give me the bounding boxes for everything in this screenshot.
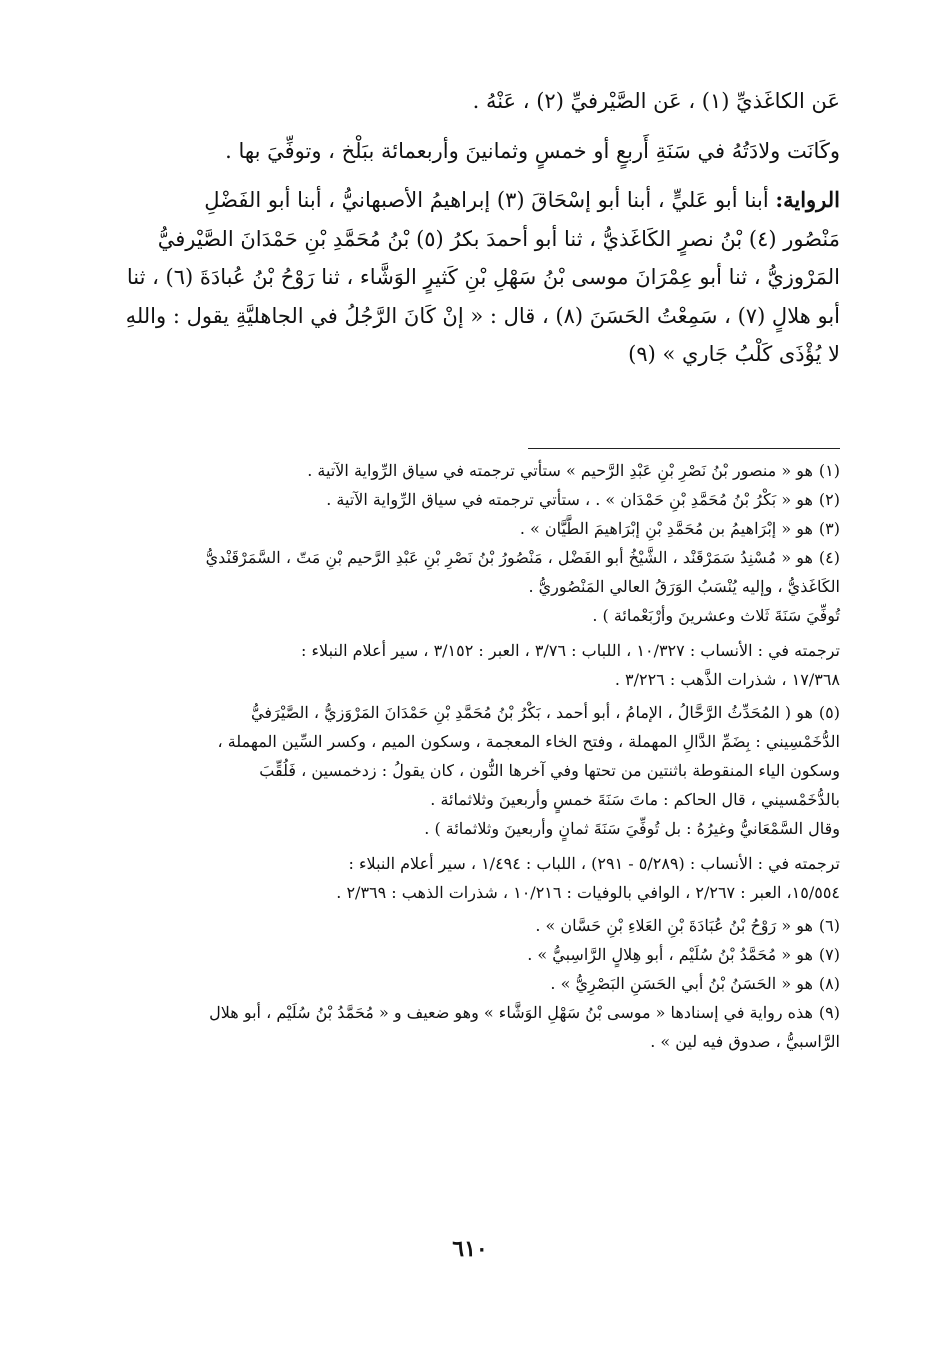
footnote-4: [118, 543, 840, 630]
footnote-1: [118, 456, 840, 485]
riwaya-line: أبو هلالٍ (٧) ، سَمِعْتُ الحَسَنَ (٨) ، قال : « إنْ كَانَ الرَّجُلُ في الجاهليَّةِ يقول : واللهِ: [125, 303, 840, 328]
footnote-4-references: [118, 636, 840, 694]
footnote-line: الدُّخَمْسِيني : بِضَمِّ الدَّالِ المهملة ، وفتح الخاء المعجمة ، وسكون الميم ، وكسر السِّين المهملة ،: [217, 732, 840, 751]
reference-line: ١٥/٥٥٤، العبر : ٢/٢٦٧ ، الوافي بالوفيات : ١٠/٢١٦ ، شذرات الذهب : ٢/٣٦٩ .: [336, 883, 840, 902]
reference-line: ترجمته في : الأنساب : (٥/٢٨٩ - ٢٩١) ، اللباب : ١/٤٩٤ ، سير أعلام النبلاء :: [348, 854, 840, 873]
footnote-text: هو « إبْرَاهيمُ بن مُحَمَّدِ بْنِ إبْرَاهيمَ الطَّيَّان » .: [519, 519, 813, 538]
main-line-2: [118, 132, 840, 171]
footnote-number: (٣): [818, 519, 840, 538]
footnote-2: [118, 485, 840, 514]
footnote-5-references: [118, 849, 840, 907]
footnote-text: هو « مُسْنِدُ سَمَرْقَنْد ، الشَّيْخُ أبو الفَضْل ، مَنْصُورُ بْنُ نَصْرِ بْنِ عَبْدِ الرَّحيم بْنِ مَتّ ، السَّمَرْقَنْديُّ: [205, 548, 813, 567]
riwaya-line: لا يُؤْذَى كَلْبُ جَاري » (٩): [628, 342, 840, 366]
footnote-number: (٦): [818, 916, 840, 935]
footnote-text: هذه رواية في إسنادها « موسى بْنُ سَهْلِ الوَشَّاء » وهو ضعيف و « مُحَمَّدُ بْنُ سُلَيْم ، أبو هلال: [209, 1003, 813, 1022]
footnote-line: [118, 698, 840, 727]
footnote-line: تُوفِّيَ سَنَةَ ثَلاث وعشرينَ وأرْبَعْمائة ) .: [592, 606, 840, 625]
footnote-number: (٢): [818, 490, 840, 509]
riwaya-line: المَرْوزيُّ ، ثنا أبو عِمْرَانَ موسى بْنُ سَهْلِ بْنِ كَثيرٍ الوَشَّاء ، ثنا رَوْحُ بْنُ عُبادَةَ (٦) ، ثنا: [126, 265, 840, 289]
footnote-6: [118, 911, 840, 940]
footnote-3: [118, 514, 840, 543]
riwaya-line: مَنْصُور (٤) بْنُ نصرٍ الكَاغَذيُّ ، ثنا أبو أحمدَ بكرُ (٥) بْنُ مُحَمَّدِ بْنِ حَمْدَانَ الصَّيْرفيُّ: [157, 226, 840, 251]
main-line-1-text: عَن الكاغَذيِّ (١) ، عَن الصَّيْرفيِّ (٢) ، عَنْهُ .: [472, 89, 840, 113]
main-line-2-text: وكَانَت ولادَتُهُ في سَنَةِ أَربعٍ أو خمسٍ وثمانينَ وأربعمائة ببَلْخ ، وتوفِّيَ بها .: [225, 138, 840, 163]
footnote-line: الرَّاسبيُّ ، صدوق فيه لين » .: [650, 1032, 840, 1051]
reference-line: ترجمته في : الأنساب : ١٠/٣٢٧ ، اللباب : ٣/٧٦ ، العبر : ٣/١٥٢ ، سير أعلام النبلاء :: [301, 641, 840, 660]
footnote-text: هو « منصور بْنُ نَصْرِ بْنِ عَبْدِ الرَّحيم » ستأتي ترجمته في سياق الرِّواية الآتية .: [307, 461, 813, 480]
footnote-line: وقال السَّمْعَانيُّ وغيرُهُ : بل تُوفِّيَ سَنَةَ ثمانٍ وأربعينَ وثلاثمائة ) .: [424, 819, 840, 838]
footnote-number: (٩): [818, 1003, 840, 1022]
footnote-line: وسكون الياء المنقوطة باثنتين من تحتها وفي آخرها النُّون ، كان يقولُ : زدخمسين ، فَلُقِّبَ: [259, 761, 840, 780]
riwaya-paragraph: [118, 181, 840, 374]
footnote-line: الكَاغَذيُّ ، وإليه يُنْسَبُ الوَرَقُ العالي المَنْصُوريُّ .: [528, 577, 840, 596]
footnote-text: هو « رَوْحُ بْنُ عُبَادَةَ بْنِ العَلاءِ بْنِ حَسَّان » .: [535, 916, 813, 935]
main-text: [118, 82, 840, 385]
page-number: ٦١٠: [452, 1236, 488, 1262]
footnote-text: هو « بَكْرُ بْنُ مُحَمَّدِ بْنِ حَمْدَان » . ، ستأتي ترجمته في سياق الرِّواية الآتية .: [326, 490, 813, 509]
footnote-number: (٧): [818, 945, 840, 964]
footnote-5: [118, 698, 840, 843]
footnote-line: [118, 998, 840, 1027]
footnote-text: هو « مُحَمَّدُ بْنُ سُلَيْم ، أبو هِلالٍ الرَّاسِبيُّ » .: [527, 945, 813, 964]
main-line-1: [118, 82, 840, 121]
riwaya-label: الرواية:: [775, 187, 840, 212]
footnote-number: (٨): [818, 974, 840, 993]
footnote-9: [118, 998, 840, 1056]
footnote-text: هو ( المُحَدِّثُ الرَّحَّالُ ، الإمامُ ، أبو أحمد ، بَكْرُ بْنُ مُحَمَّدِ بْنِ حَمْدَانَ المَرْوَزيُّ ، الصَّيْرَفيُّ: [251, 703, 813, 722]
footnote-number: (١): [818, 461, 840, 480]
footnotes: [118, 456, 840, 1056]
footnote-line: [118, 543, 840, 572]
footnote-8: [118, 969, 840, 998]
footnote-text: هو « الحَسَنُ بْنُ أبي الحَسَنِ البَصْرِيُّ » .: [550, 974, 813, 993]
footnote-number: (٤): [818, 548, 840, 567]
footnote-separator: [528, 448, 840, 449]
riwaya-line-text: أبنا أبو عَليٍّ ، أبنا أبو إسْحَاقَ (٣) إبراهيمُ الأصبهانيُّ ، أبنا أبو الفَضْلِ: [204, 188, 769, 212]
footnote-number: (٥): [818, 703, 840, 722]
footnote-7: [118, 940, 840, 969]
footnote-line: بالدُّخَمْسيني ، قال الحاكم : ماتَ سَنَةَ خمسٍ وأربعينَ وثلاثمائة .: [430, 790, 840, 809]
reference-line: ١٧/٣٦٨ ، شذرات الذَّهب : ٣/٢٢٦ .: [614, 670, 840, 689]
riwaya-line: [118, 181, 840, 220]
